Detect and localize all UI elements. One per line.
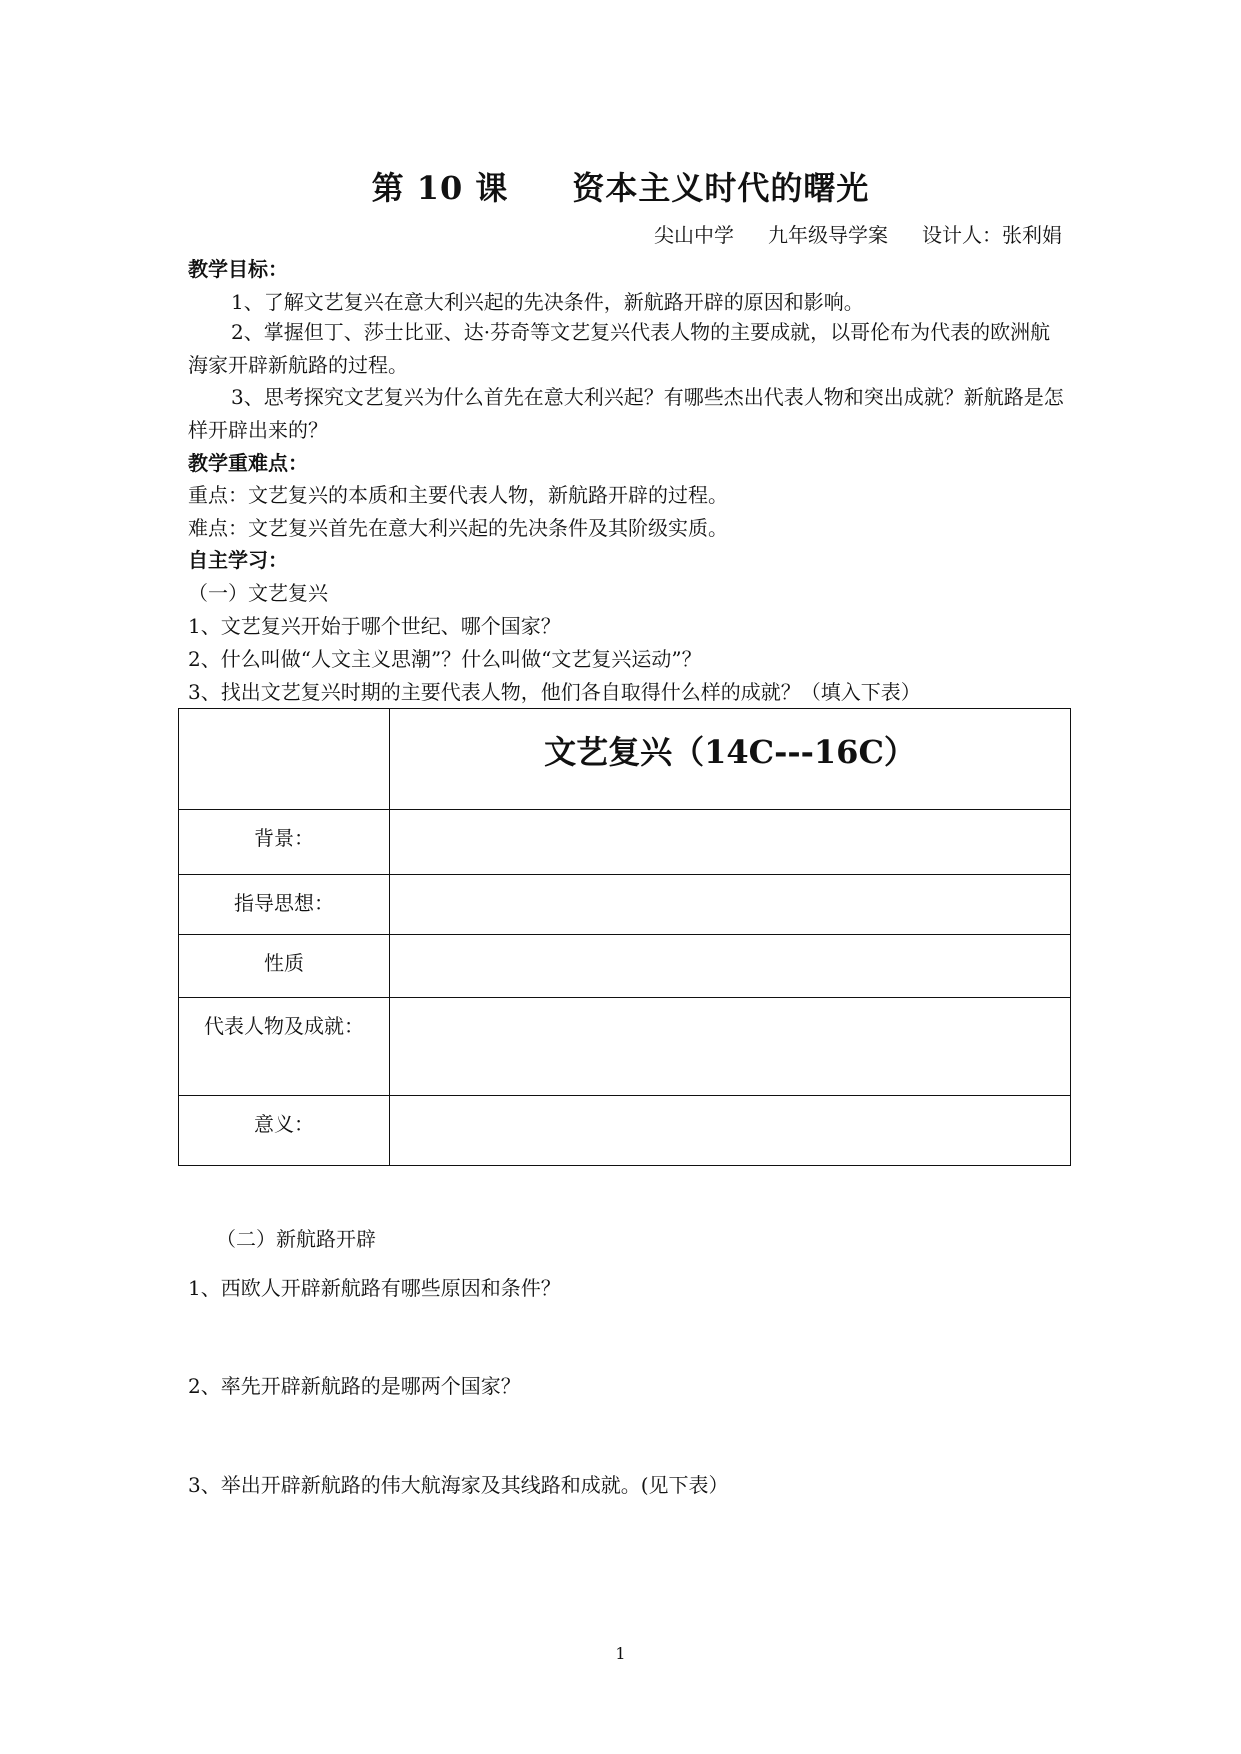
section2-question: 3、举出开辟新航路的伟大航海家及其线路和成就。(见下表） (188, 1473, 729, 1497)
table-header-row (179, 709, 1071, 810)
renaissance-table (178, 708, 1071, 1166)
answer-cell[interactable] (390, 935, 1071, 998)
row-label: 指导思想： (179, 875, 390, 935)
difficulty-text: 难点：文艺复兴首先在意大利兴起的先决条件及其阶级实质。 (188, 516, 728, 540)
self-study-heading: 自主学习： (188, 548, 288, 572)
table-corner-cell (179, 709, 390, 810)
objective-item: 3、思考探究文艺复兴为什么首先在意大利兴起？有哪些杰出代表人物和突出成就？新航路是怎样开辟出来的？ (188, 385, 1064, 442)
page-title (0, 163, 1241, 209)
row-label: 代表人物及成就： (179, 998, 390, 1096)
subtitle-line (0, 219, 1062, 248)
answer-cell[interactable] (390, 1096, 1071, 1166)
school-name: 尖山中学 (654, 223, 734, 247)
section2-title: （二）新航路开辟 (216, 1227, 376, 1251)
objective-item: 1、了解文艺复兴在意大利兴起的先决条件，新航路开辟的原因和影响。 (231, 290, 864, 314)
table-row (179, 935, 1071, 998)
answer-cell[interactable] (390, 998, 1071, 1096)
page-number: 1 (615, 1644, 626, 1663)
section2-question: 1、西欧人开辟新航路有哪些原因和条件？ (188, 1276, 561, 1300)
section1-question: 1、文艺复兴开始于哪个世纪、哪个国家？ (188, 614, 561, 638)
table-row (179, 810, 1071, 875)
designer-label: 设计人：张利娟 (922, 223, 1062, 247)
row-label: 意义： (179, 1096, 390, 1166)
objective-item: 2、掌握但丁、莎士比亚、达·芬奇等文艺复兴代表人物的主要成就，以哥伦布为代表的欧洲航海家开辟新航路的过程。 (188, 320, 1051, 377)
answer-cell[interactable] (390, 875, 1071, 935)
section2-question: 2、率先开辟新航路的是哪两个国家？ (188, 1374, 521, 1398)
grade-label: 九年级导学案 (768, 223, 888, 247)
lesson-number: 第 10 课 (371, 169, 509, 207)
table-row (179, 1096, 1071, 1166)
row-label: 性质 (179, 935, 390, 998)
section1-question: 3、找出文艺复兴时期的主要代表人物，他们各自取得什么样的成就？（填入下表） (188, 680, 921, 704)
objectives-heading: 教学目标： (188, 257, 288, 281)
section1-title: （一）文艺复兴 (188, 581, 328, 605)
key-points-heading: 教学重难点： (188, 451, 308, 475)
lesson-title: 资本主义时代的曙光 (572, 169, 870, 207)
table-header: 文艺复兴（14C---16C） (390, 709, 1071, 810)
answer-cell[interactable] (390, 810, 1071, 875)
focus-text: 重点：文艺复兴的本质和主要代表人物，新航路开辟的过程。 (188, 483, 728, 507)
row-label: 背景： (179, 810, 390, 875)
section1-question: 2、什么叫做“人文主义思潮”？什么叫做“文艺复兴运动”？ (188, 647, 702, 671)
table-row (179, 998, 1071, 1096)
table-row (179, 875, 1071, 935)
